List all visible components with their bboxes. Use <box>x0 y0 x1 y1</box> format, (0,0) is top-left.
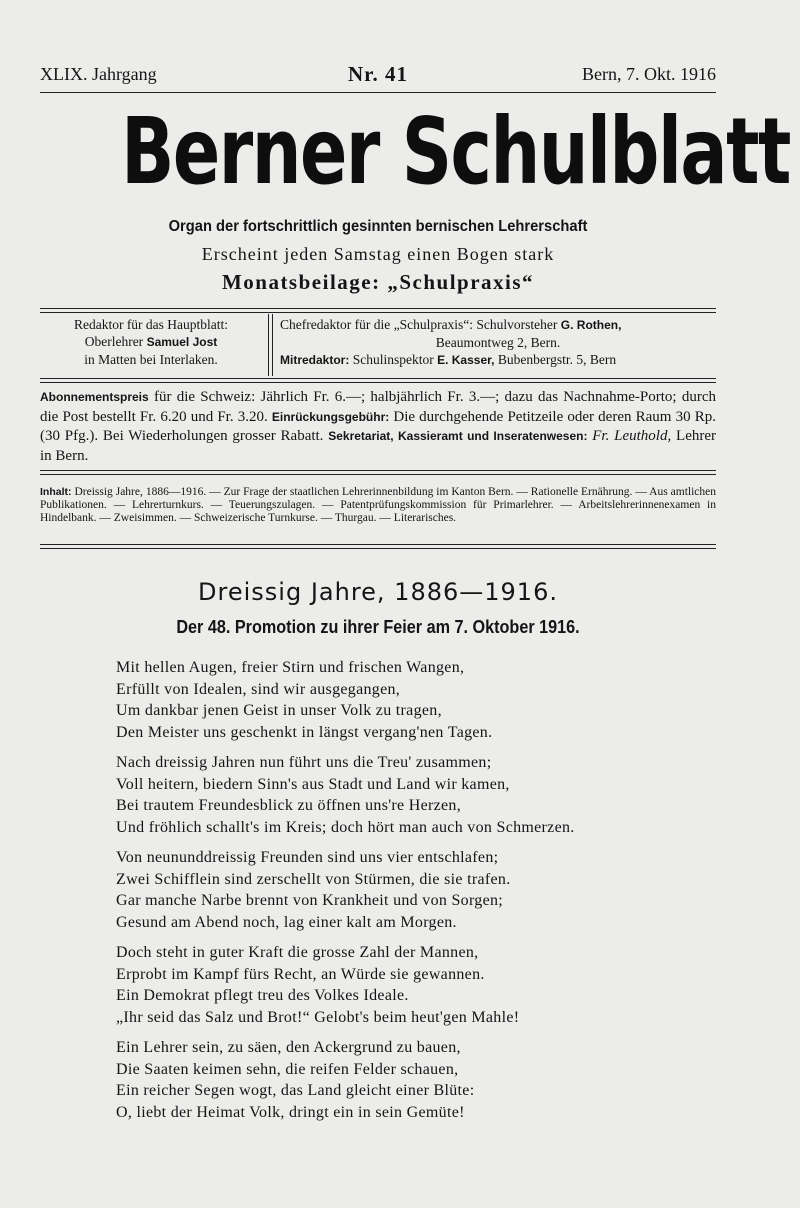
poem-line: Nach dreissig Jahren nun führt uns die Treu' zusammen; <box>116 754 492 771</box>
poem-line: Ein Demokrat pflegt treu des Volkes Ideale. <box>116 987 409 1004</box>
subscription-label: Abonnementspreis <box>40 390 149 404</box>
poem-line: Den Meister uns geschenkt in längst vergang'nen Tagen. <box>116 723 493 741</box>
poem-line: Doch steht in guter Kraft die grosse Zahl der Mannen, <box>116 944 479 961</box>
office-suffix: Lehrer in Bern. <box>40 428 716 464</box>
poem-line: Von neununddreissig Freunden sind uns vier entschlafen; <box>116 849 499 866</box>
poem-line: Und fröhlich schallt's im Kreis; doch hört man auch von Schmerzen. <box>116 818 575 836</box>
office-label: Sekretariat, Kassieramt und Inseratenwesen: <box>328 429 588 443</box>
poem-line: Gar manche Narbe brennt von Krankheit und von Sorgen; <box>116 892 504 909</box>
co-editor-label: Mitredaktor: <box>280 353 350 367</box>
poem-line: Erfüllt von Idealen, sind wir ausgegangen, <box>116 680 401 698</box>
issue-number: Nr. 41 <box>347 62 409 86</box>
co-editor-address: Bubenbergstr. 5, Bern <box>497 352 617 367</box>
poem-line: Mit hellen Augen, freier Stirn und frischen Wangen, <box>116 659 465 676</box>
main-editor <box>40 316 262 368</box>
contents-text: Dreissig Jahre, 1886—1916. — Zur Frage der staatlichen Lehrerinnenbildung im Kanton Bern. — Rationelle Ernährung. — Aus amtlichen Publikationen. — Lehrerturnkurs. — Teuerungszulagen. — Patentprüfungskommission für Primarlehrer. — Arbeitslehrerinnenexamen in Hindelbank. — Zweisimmen. — Schweizerische Turnkurse. — Thurgau. — Literarisches. <box>40 486 716 524</box>
poem-line: Gesund am Abend noch, lag einer kalt am Morgen. <box>116 913 457 931</box>
divider-rule <box>40 470 716 475</box>
supplement-line: Monatsbeilage: „Schulpraxis“ <box>221 270 535 294</box>
poem-line: Zwei Schifflein sind zerschellt von Stürmen, die sie trafen. <box>116 870 511 888</box>
poem-line: Um dankbar jenen Geist in unser Volk zu tragen, <box>116 702 442 719</box>
table-of-contents <box>40 486 716 525</box>
subscription-info <box>40 388 716 466</box>
chief-editor-address: Beaumontweg 2, Bern. <box>435 335 561 350</box>
supplement-editors <box>280 316 716 369</box>
poem-line: O, liebt der Heimat Volk, dringt ein in sein Gemüte! <box>116 1103 465 1121</box>
masthead-title: Berner Schulblatt <box>121 98 790 205</box>
main-editor-role: Redaktor für das Hauptblatt: <box>73 317 229 332</box>
poem-line: Ein reicher Segen wogt, das Land gleicht einer Blüte: <box>116 1082 475 1099</box>
subscription-prices: für die Schweiz: Jährlich Fr. 6.—; halbjährlich Fr. 3.—; dazu das Nachnahme-Porto; durch die Post bestellt Fr. 6.20 und Fr. 3.20. <box>40 389 717 425</box>
place-date: Bern, 7. Okt. 1916 <box>582 64 716 84</box>
divider-rule <box>40 544 716 549</box>
chief-editor-name: G. Rothen, <box>560 318 622 332</box>
poem-stanza <box>116 942 676 1028</box>
poem-stanza <box>116 847 676 933</box>
poem-line: Ein Lehrer sein, zu säen, den Ackergrund zu bauen, <box>116 1039 461 1056</box>
poem-line: Die Saaten keimen sehn, die reifen Felder schauen, <box>116 1060 459 1078</box>
divider-rule <box>40 308 716 313</box>
poem-line: „Ihr seid das Salz und Brot!“ Gelobt's beim heut'gen Mahle! <box>116 1008 520 1026</box>
poem-line: Erprobt im Kampf fürs Recht, an Würde sie gewannen. <box>116 965 485 983</box>
main-editor-name: Samuel Jost <box>146 335 218 349</box>
main-editor-title: Oberlehrer <box>84 334 144 349</box>
chief-editor-role: Chefredaktor für die „Schulpraxis“: Schulvorsteher <box>280 317 558 332</box>
poem-line: Bei trautem Freundesblick zu öffnen uns're Herzen, <box>116 797 462 814</box>
editors-separator <box>268 314 273 376</box>
volume-label: XLIX. Jahrgang <box>40 64 157 84</box>
fee-label: Einrückungsgebühr: <box>271 409 390 424</box>
main-editor-place: in Matten bei Interlaken. <box>84 352 218 367</box>
header-line <box>40 64 716 88</box>
contents-label: Inhalt: <box>40 486 72 498</box>
poem <box>116 657 676 1132</box>
article-title: Dreissig Jahre, 1886—1916. <box>198 578 558 606</box>
office-name: Fr. Leuthold, <box>592 428 672 444</box>
article-subtitle: Der 48. Promotion zu ihrer Feier am 7. Oktober 1916. <box>176 617 580 637</box>
organ-line: Organ der fortschrittlich gesinnten bernischen Lehrerschaft <box>168 218 588 235</box>
poem-line: Voll heitern, biedern Sinn's aus Stadt und Land wir kamen, <box>116 775 510 793</box>
poem-stanza <box>116 657 676 743</box>
header-rule <box>40 92 716 93</box>
co-editor-title: Schulinspektor <box>352 352 434 367</box>
poem-stanza <box>116 1037 676 1123</box>
co-editor-name: E. Kasser, <box>437 353 495 367</box>
fee-text: Die durchgehende Petitzeile oder deren Raum 30 Rp. (30 Pfg.). Bei Wiederholungen grosser Rabatt. <box>40 408 716 444</box>
poem-stanza <box>116 752 676 838</box>
editors-box <box>40 316 716 374</box>
divider-rule <box>40 378 716 383</box>
frequency-line: Erscheint jeden Samstag einen Bogen stark <box>201 244 555 264</box>
